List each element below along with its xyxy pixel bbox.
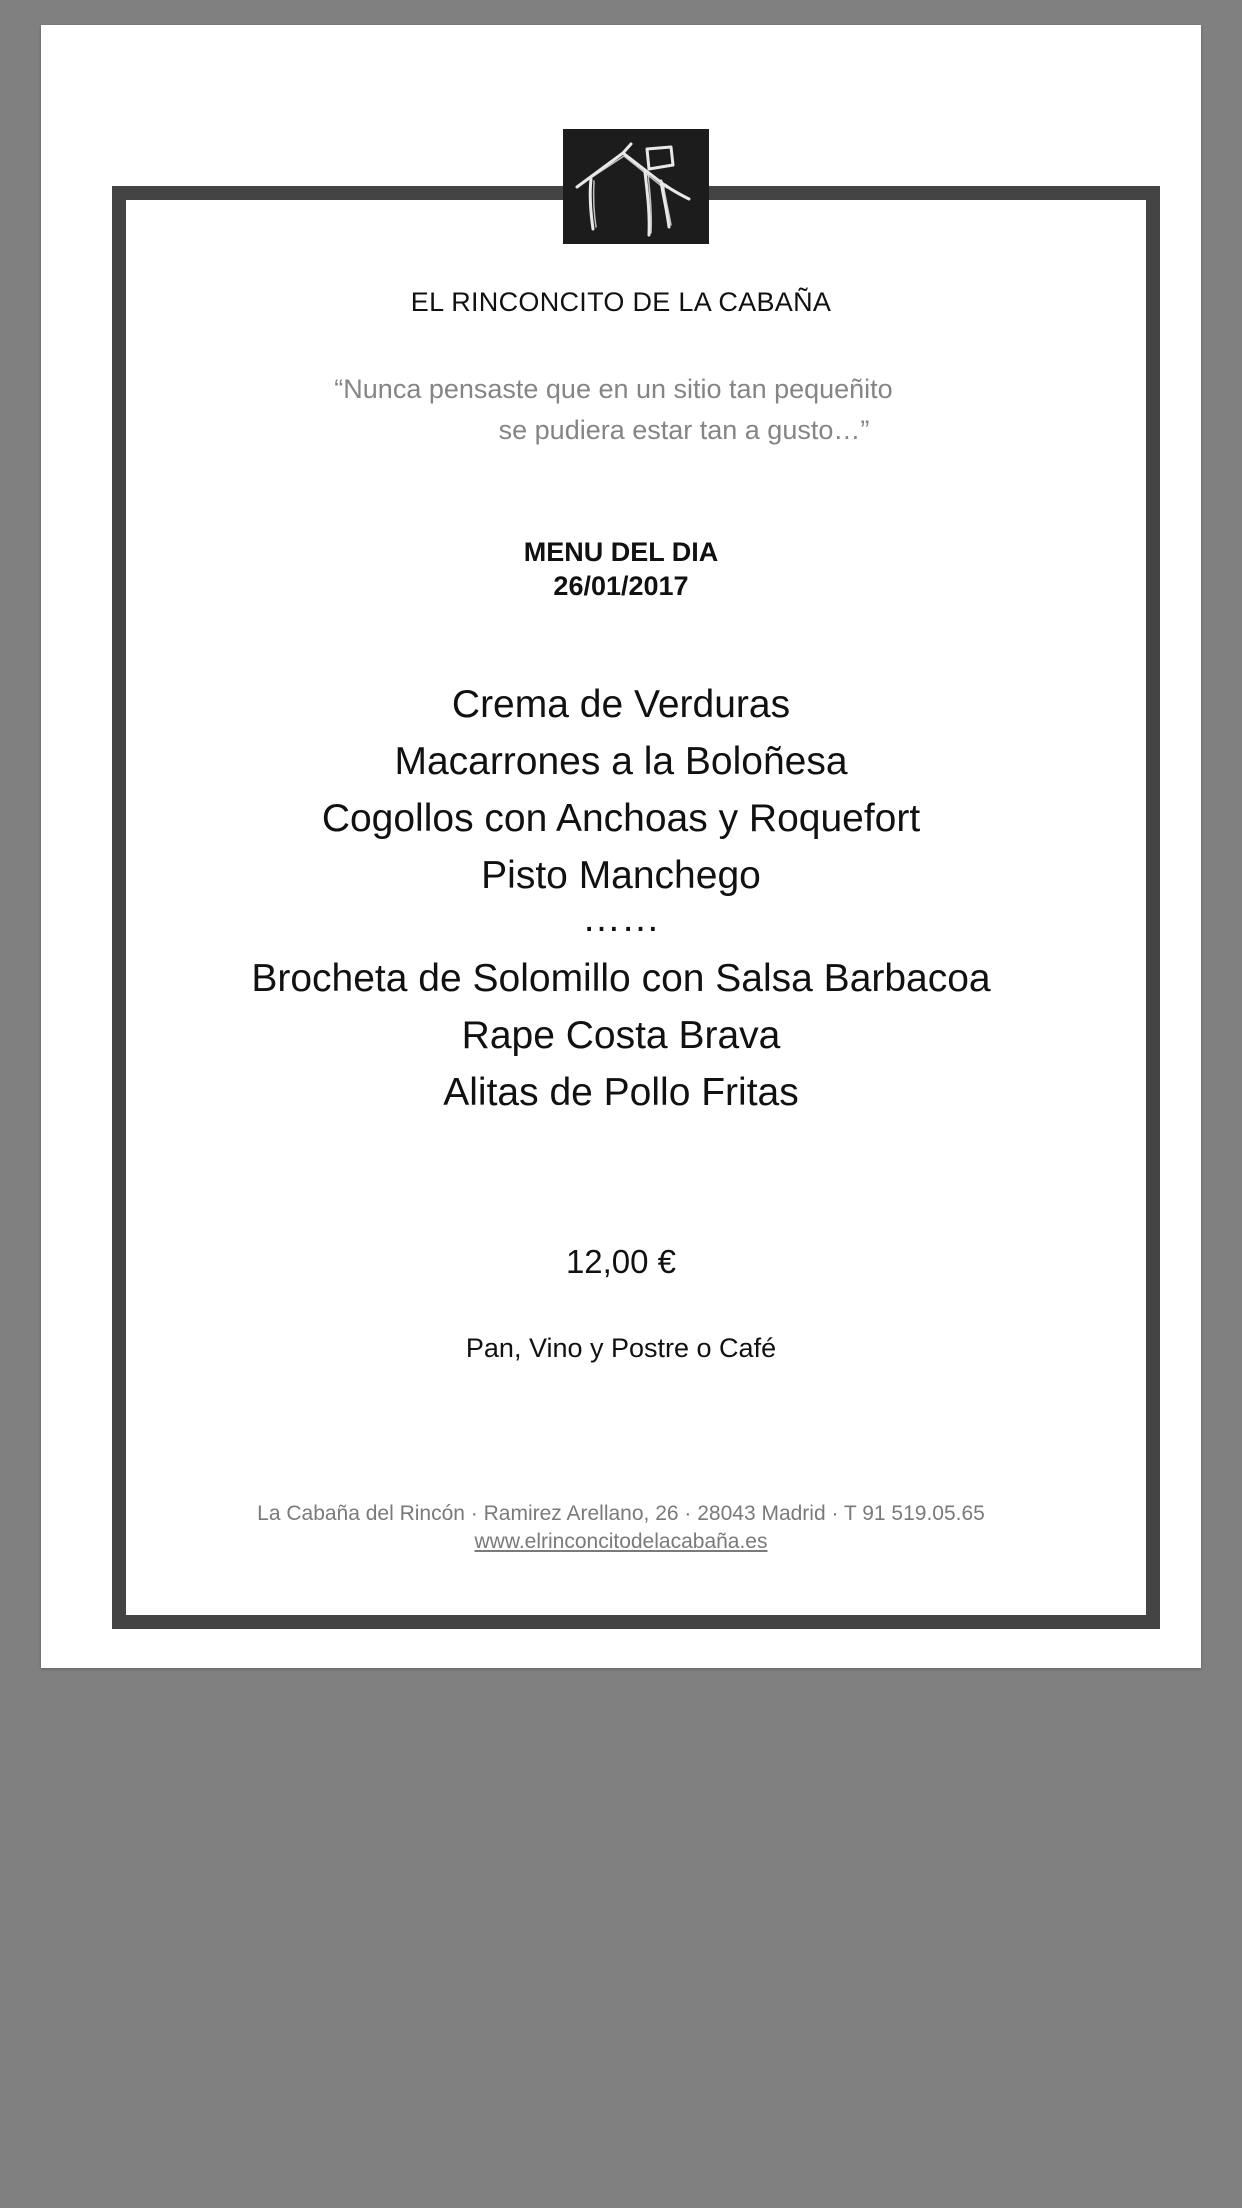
- dish-item: Alitas de Pollo Fritas: [443, 1071, 799, 1114]
- house-icon: [563, 129, 709, 244]
- dish-item: Brocheta de Solomillo con Salsa Barbacoa: [251, 957, 991, 1000]
- footer-address: La Cabaña del Rincón · Ramirez Arellano, 26 · 28043 Madrid · T 91 519.05.65: [257, 1502, 985, 1525]
- tagline-quote: [41, 369, 1201, 451]
- quote-line-1: “Nunca pensaste que en un sitio tan pequeñito: [334, 374, 893, 404]
- course-separator: ……: [582, 897, 660, 940]
- menu-page: [41, 25, 1201, 1668]
- dish-item: Cogollos con Anchoas y Roquefort: [321, 797, 921, 840]
- menu-title: MENU DEL DIA: [523, 537, 719, 567]
- restaurant-logo: [563, 129, 709, 244]
- footer-contact: [41, 1500, 1201, 1556]
- menu-includes: Pan, Vino y Postre o Café: [465, 1333, 777, 1363]
- menu-price: 12,00 €: [565, 1243, 677, 1280]
- menu-date: 26/01/2017: [553, 571, 689, 601]
- dish-item: Rape Costa Brava: [461, 1014, 781, 1057]
- dish-list: [41, 676, 1201, 1121]
- restaurant-name: EL RINCONCITO DE LA CABAÑA: [410, 287, 832, 317]
- dish-item: Macarrones a la Boloñesa: [394, 740, 848, 783]
- dish-item: Crema de Verduras: [451, 683, 791, 726]
- dish-item: Pisto Manchego: [481, 854, 761, 897]
- quote-line-2: se pudiera estar tan a gusto…”: [498, 415, 870, 445]
- menu-heading: [41, 535, 1201, 603]
- website-link[interactable]: www.elrinconcitodelacabaña.es: [474, 1530, 768, 1553]
